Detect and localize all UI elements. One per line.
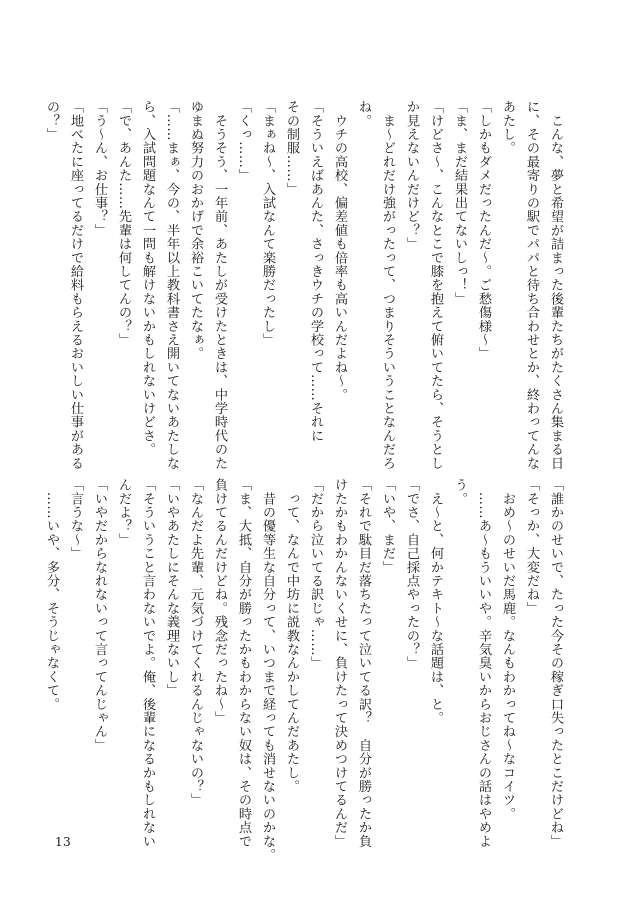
text-line: 「そういえばあんた、さっきウチの学校って……それに [308,100,323,443]
text-line: に、その最寄りの駅でパパと待ち合わせとか、終わってんな [524,100,539,470]
text-line: 「くっ……」 [236,100,251,183]
text-line: 「しかもダメだったんだ～。ご愁傷様～」 [476,100,491,361]
page-number: 13 [55,835,72,849]
text-line: 「そっか、大変だね」 [524,478,539,615]
text-line: 「ま、まだ結果出てないしっ！」 [452,100,467,306]
text-line: え～と、何かテキト～な話題は、と。 [428,478,443,725]
text-line: けたかもわかんないくせに、負けたって決めつけてるんだ」 [332,478,347,848]
text-line: 「う～ん、お仕事？」 [92,100,107,237]
text-line: おめ～のせいだ馬鹿。なんもわかってね～なコイツ。 [500,478,515,821]
text-line: ゆまぬ努力のおかげで余裕こいてたなぁ。 [188,100,203,361]
text-line: 「で、あんた……先輩は何してんの？」 [116,100,131,347]
text-line: 「誰かのせいで、たった今その稼ぎ口失ったとこだけどね」 [548,478,563,848]
text-block-upper [44,100,567,470]
text-line: 「なんだよ先輩、元気づけてくれるんじゃないの？」 [188,478,203,807]
text-line: ……あ～もういいや。辛気臭いからおじさんの話はやめよ [476,478,491,848]
text-line: んだよ？」 [116,478,131,547]
text-line: 昔の優等生な自分って、いつまで経っても消せないのかな。 [260,478,275,862]
text-line: 「いや、まだ」 [380,478,395,574]
text-line: 「ま、大抵、自分が勝ったかもわからない奴は、その時点で [236,478,251,848]
text-line: ま～どれだけ強がったって、つまりそういうことなんだろ [380,100,395,470]
text-line: 「それで駄目だ落ちたって泣いてる訳？ 自分が勝ったか負 [356,478,371,848]
text-line: って、なんで中坊に説教なんかしてんだあたし。 [284,478,299,794]
text-line: その制服……」 [284,100,299,196]
text-line: 「けどさ～、こんなとこで膝を抱えて俯いてたら、そうとし [428,100,443,470]
text-line: ウチの高校、偏差値も倍率も高いんだよね～。 [332,100,347,402]
text-line: 負けてるんだけどね。残念だったね～」 [212,478,227,725]
text-line: 「地べたに座ってるだけで給料もらえるおいしい仕事がある [68,100,83,470]
text-line: ……いや、多分、そうじゃなくて。 [44,478,59,711]
text-line: 「いやあたしにそんな義理ないし」 [164,478,179,698]
text-line: そうそう、一年前、あたしが受けたときは、中学時代のた [212,100,227,470]
text-line: 「言うな～」 [68,478,83,561]
text-line: ね。 [356,100,371,128]
text-line: ら、入試問題なんて一問も解けないかもしれないけどさ。 [140,100,155,457]
text-line: 「だから泣いてる訳じゃ……」 [308,478,323,670]
text-line: う。 [452,478,467,506]
text-line: か見えないんだけど？」 [404,100,419,251]
text-line: 「そういうこと言わないでよ。俺、後輩になるかもしれない [140,478,155,848]
text-line: 「……まぁ、今の、半年以上教科書さえ開いてないあたしな [164,100,179,470]
text-line: 「でさ、自己採点やったの？」 [404,478,419,670]
text-line: 「いやだからなれないって言ってんじゃん」 [92,478,107,752]
text-line: 「まぁね～、入試なんて楽勝だったし」 [260,100,275,347]
text-line: の？」 [44,100,59,142]
text-line: こんな、夢と希望が詰まった後輩たちがたくさん集まる日 [548,100,563,470]
text-line: あたし。 [500,100,515,155]
